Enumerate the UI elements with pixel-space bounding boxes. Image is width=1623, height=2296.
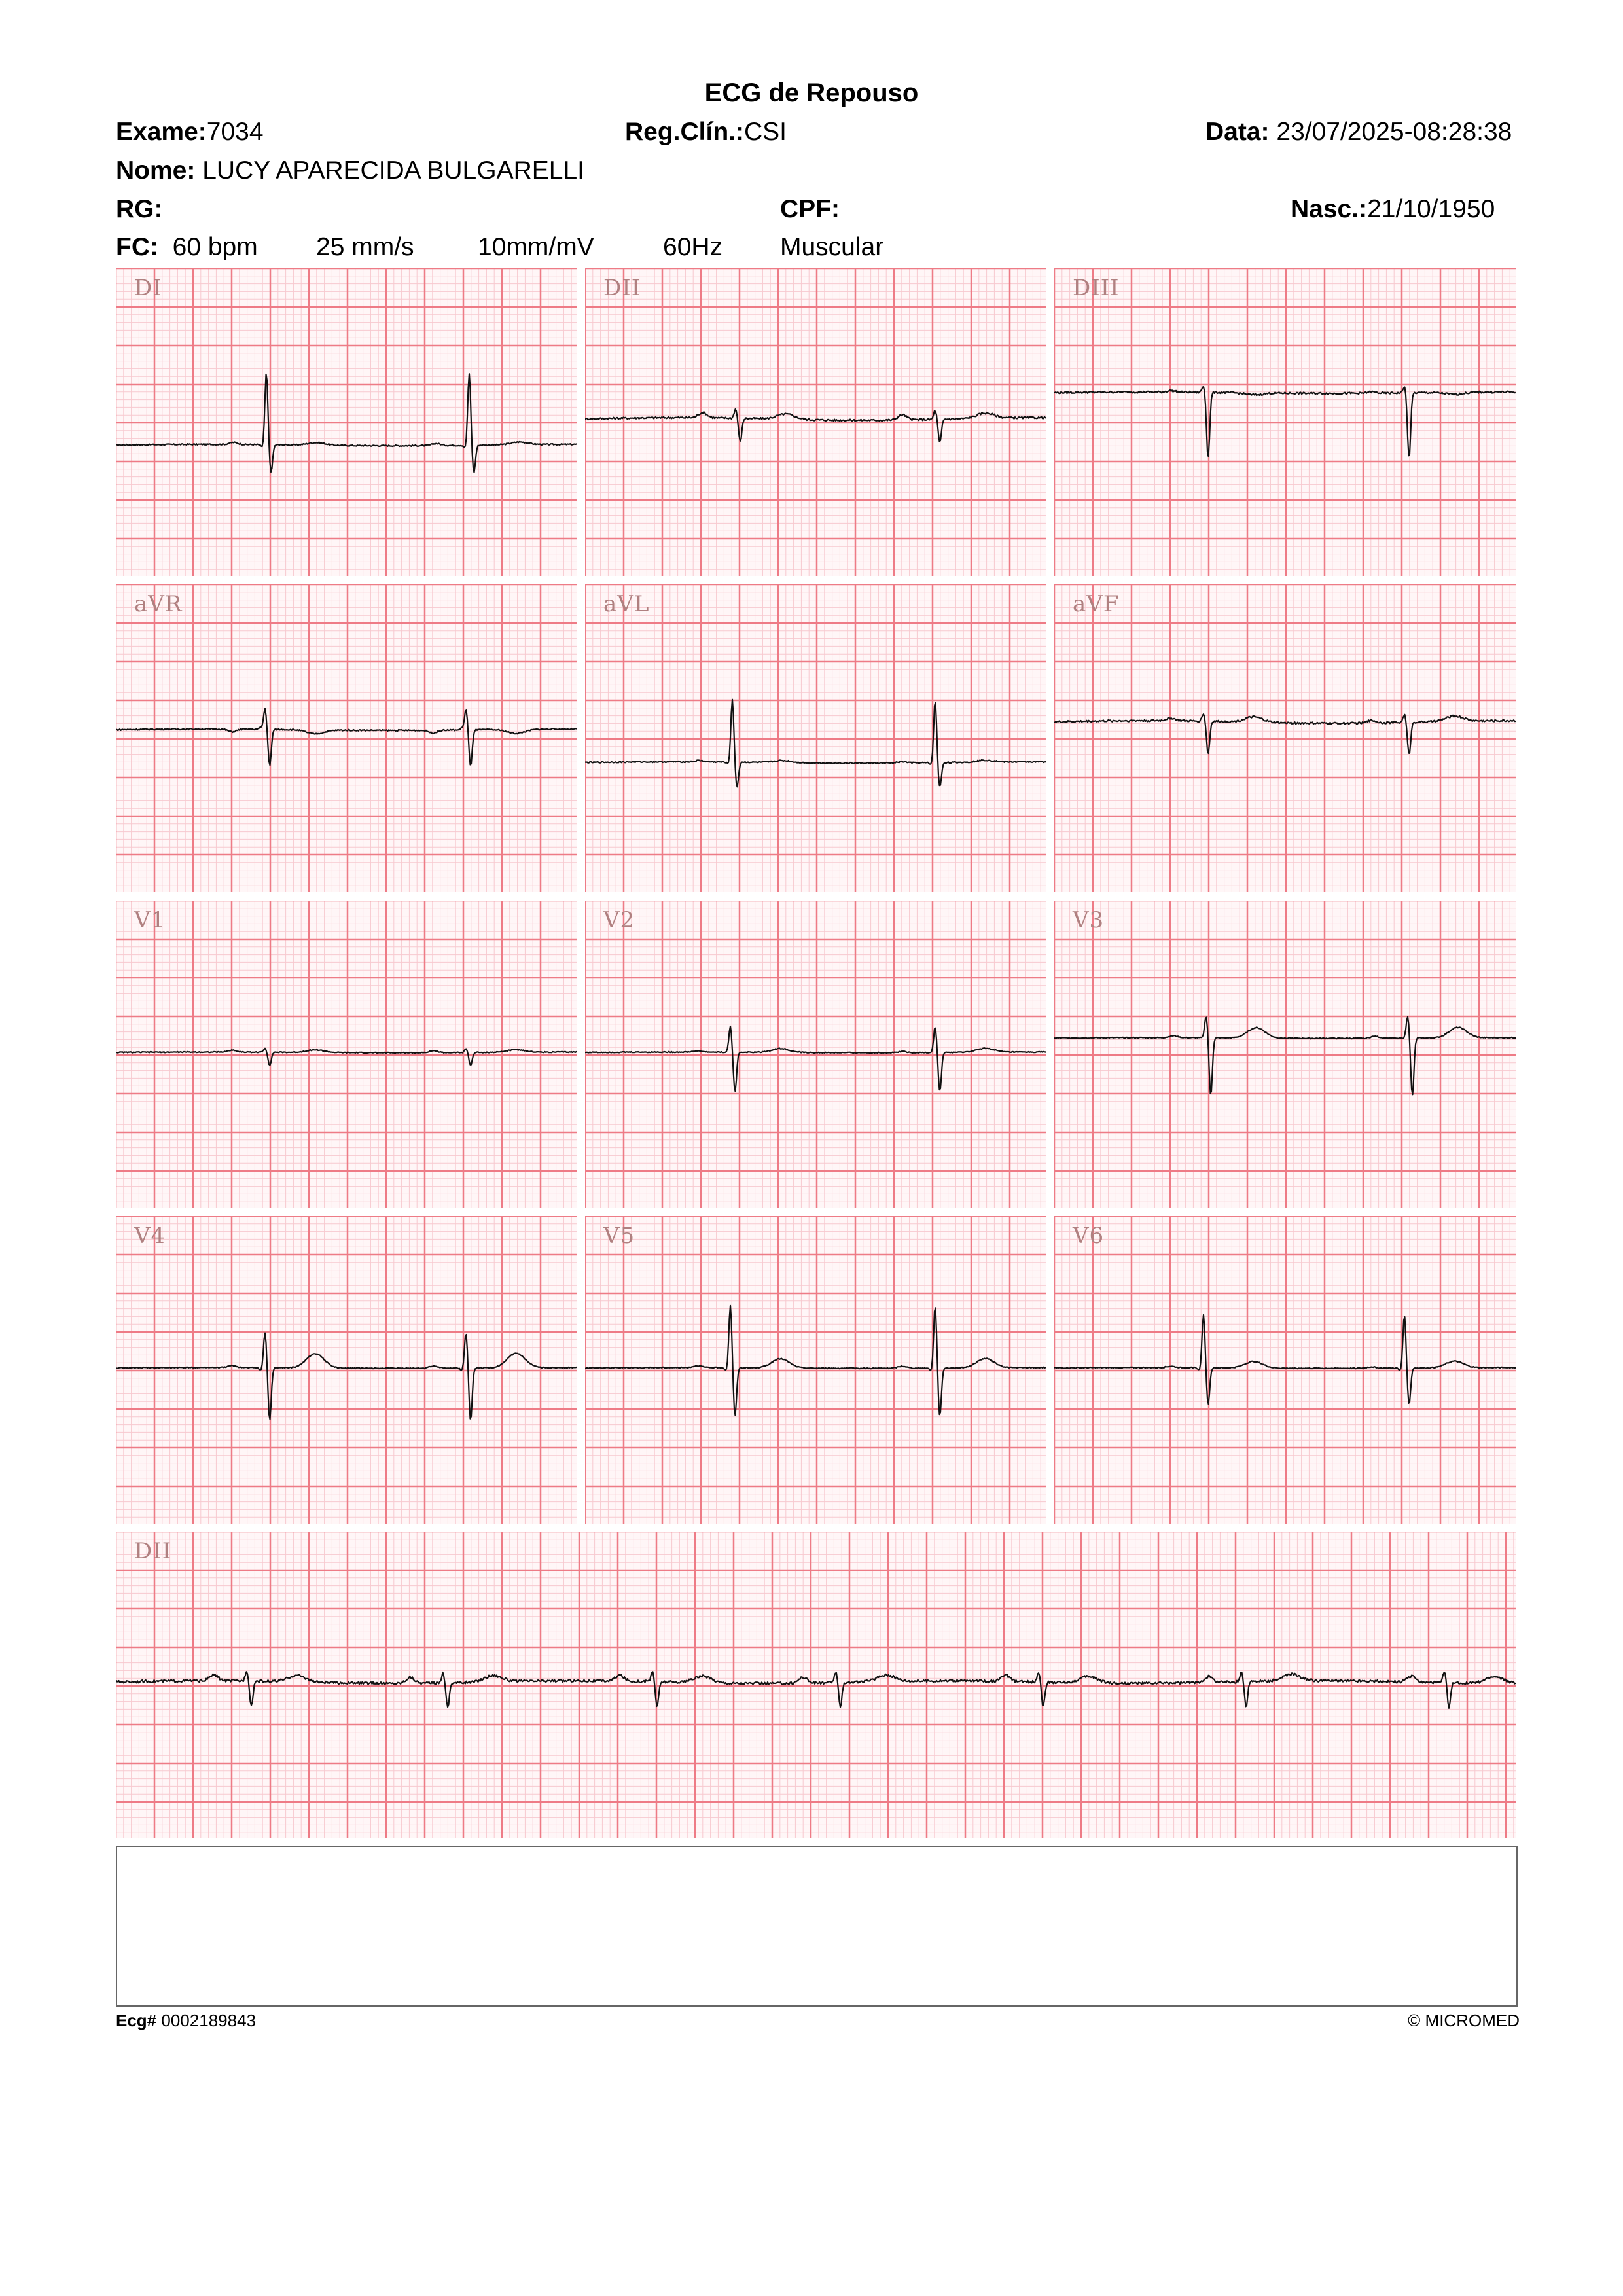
- lead-panel-diii: [1054, 268, 1516, 576]
- filter-hz-value: 60Hz: [663, 233, 723, 261]
- data-label: Data:: [1205, 118, 1270, 146]
- lead-panel-v5: [585, 1216, 1046, 1524]
- lead-label: V2: [603, 907, 635, 933]
- lead-label: DI: [134, 275, 162, 301]
- lead-trace-svg: [1054, 1216, 1516, 1524]
- lead-trace-svg: [116, 268, 577, 576]
- lead-panel-avl: [585, 584, 1046, 892]
- lead-panel-avf: [1054, 584, 1516, 892]
- exame-field: [116, 119, 264, 145]
- nome-value: LUCY APARECIDA BULGARELLI: [202, 156, 584, 185]
- lead-trace-svg: [1054, 584, 1516, 892]
- regclin-value: CSI: [744, 118, 787, 146]
- gain-value: 10mm/mV: [478, 233, 594, 261]
- lead-trace-svg: [585, 901, 1046, 1208]
- lead-trace-svg: [116, 1216, 577, 1524]
- lead-trace-svg: [585, 1216, 1046, 1524]
- fc-value: 60 bpm: [172, 233, 258, 261]
- lead-label: V5: [603, 1223, 635, 1249]
- lead-panel-v1: [116, 901, 577, 1208]
- ecg-number-field: [116, 2011, 256, 2031]
- lead-panel-di: [116, 268, 577, 576]
- fc-label: FC:: [116, 233, 158, 261]
- filter-type-value: Muscular: [780, 233, 884, 261]
- lead-panel-v3: [1054, 901, 1516, 1208]
- nasc-label: Nasc.:: [1291, 195, 1368, 223]
- rg-field: [116, 196, 163, 222]
- rhythm-strip-svg: [116, 1532, 1516, 1838]
- grid-background: [116, 1532, 1516, 1838]
- regclin-field: [625, 119, 787, 145]
- page-title: ECG de Repouso: [704, 79, 919, 107]
- rhythm-strip: [116, 1532, 1516, 1838]
- nome-label: Nome:: [116, 156, 196, 185]
- cpf-label: CPF:: [780, 195, 840, 223]
- lead-trace-svg: [116, 584, 577, 892]
- lead-panel-v2: [585, 901, 1046, 1208]
- lead-label: aVL: [603, 591, 650, 617]
- ecg-number-label: Ecg#: [116, 2011, 157, 2030]
- lead-trace-svg: [116, 901, 577, 1208]
- exame-value: 7034: [206, 118, 264, 146]
- lead-trace-svg: [585, 268, 1046, 576]
- lead-trace-svg: [1054, 901, 1516, 1208]
- lead-label: V4: [134, 1223, 166, 1249]
- fc-field: [116, 234, 258, 260]
- lead-label: V3: [1073, 907, 1105, 933]
- regclin-label: Reg.Clín.:: [625, 118, 744, 146]
- nome-field: [116, 158, 584, 183]
- ecg-number-value: 0002189843: [161, 2011, 256, 2030]
- report-text-box: [116, 1846, 1518, 2007]
- lead-label: aVF: [1073, 591, 1120, 617]
- nasc-value: 21/10/1950: [1367, 195, 1495, 223]
- lead-panel-dii: [585, 268, 1046, 576]
- lead-trace-svg: [1054, 268, 1516, 576]
- speed-value: 25 mm/s: [316, 233, 414, 261]
- lead-label: DII: [603, 275, 641, 301]
- rhythm-strip-label: DII: [134, 1538, 172, 1564]
- exame-label: Exame:: [116, 118, 207, 146]
- data-field: [1205, 119, 1512, 145]
- lead-label: V6: [1073, 1223, 1105, 1249]
- copyright-text: © MICROMED: [1408, 2011, 1520, 2030]
- lead-label: DIII: [1073, 275, 1120, 301]
- rg-label: RG:: [116, 195, 163, 223]
- lead-panel-v6: [1054, 1216, 1516, 1524]
- data-value: 23/07/2025-08:28:38: [1276, 118, 1512, 146]
- lead-trace-svg: [585, 584, 1046, 892]
- lead-panel-avr: [116, 584, 577, 892]
- lead-label: V1: [134, 907, 166, 933]
- lead-label: aVR: [134, 591, 183, 617]
- nasc-field: [1291, 196, 1495, 222]
- lead-panel-v4: [116, 1216, 577, 1524]
- cpf-field: [780, 196, 840, 222]
